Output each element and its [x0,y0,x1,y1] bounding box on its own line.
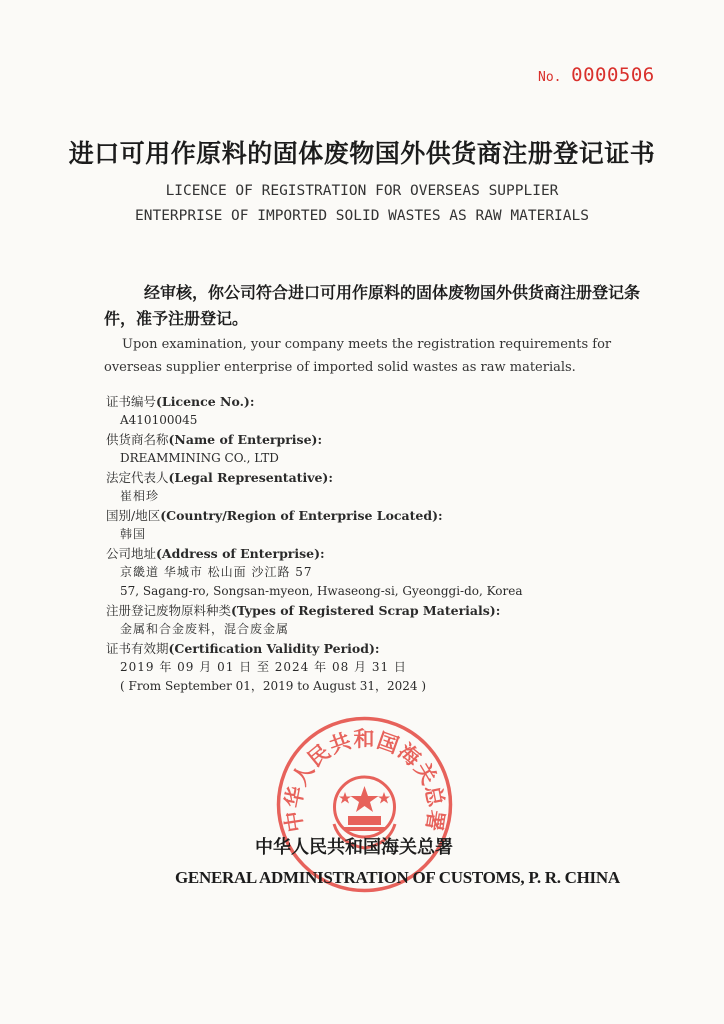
certificate-number [538,64,655,86]
certificate-number-prefix: No. [538,70,562,85]
title-english-line1: LICENCE OF REGISTRATION FOR OVERSEAS SUPPLIER [165,183,559,199]
address-value-chinese: 京畿道 华城市 松山面 沙江路 57 [120,565,313,579]
title-chinese: 进口可用作原料的固体废物国外供货商注册登记证书 [68,139,656,168]
intro-english: Upon examination, your company meets the registration requirements for overseas supplier enterprise of imported solid wastes as raw materials. [104,337,612,375]
intro-chinese: 经审核，你公司符合进口可用作原料的固体废物国外供货商注册登记条件，准予注册登记。 [104,283,641,328]
certificate-fields [106,392,626,696]
address-label: 公司地址(Address of Enterprise): [106,546,325,561]
country-value: 韩国 [120,527,147,541]
legal-rep-value: 崔相珍 [120,489,160,503]
svg-text:中华人民共和国海关总署: 中华人民共和国海关总署 [280,727,449,834]
legal-rep-label: 法定代表人(Legal Representative): [106,470,333,485]
scrap-types-value: 金属和合金废料，混合废金属 [120,622,290,636]
country-label: 国别/地区(Country/Region of Enterprise Located): [106,508,443,523]
validity-label: 证书有效期(Certification Validity Period): [106,641,380,656]
issuer-english: GENERAL ADMINISTRATION OF CUSTOMS, P. R. CHINA [175,868,620,887]
validity-value-chinese: 2019 年 09 月 01 日 至 2024 年 08 月 31 日 [120,660,407,674]
licence-no-label: 证书编号(Licence No.): [106,394,255,409]
certificate-number-value: 0000506 [571,64,655,86]
scrap-types-label: 注册登记废物原料种类(Types of Registered Scrap Materials): [106,603,501,618]
enterprise-name-value: DREAMMINING CO., LTD [120,451,279,465]
licence-no-value: A410100045 [120,413,198,427]
title-english-line2: ENTERPRISE OF IMPORTED SOLID WASTES AS RAW MATERIALS [135,208,589,224]
address-value-english: 57, Sagang-ro, Songsan-myeon, Hwaseong-si, Gyeonggi-do, Korea [120,584,523,598]
enterprise-name-label: 供货商名称(Name of Enterprise): [106,432,323,447]
issuer-chinese: 中华人民共和国海关总署 [255,837,453,858]
validity-value-english: ( From September 01，2019 to August 31，2024 ) [120,679,427,693]
